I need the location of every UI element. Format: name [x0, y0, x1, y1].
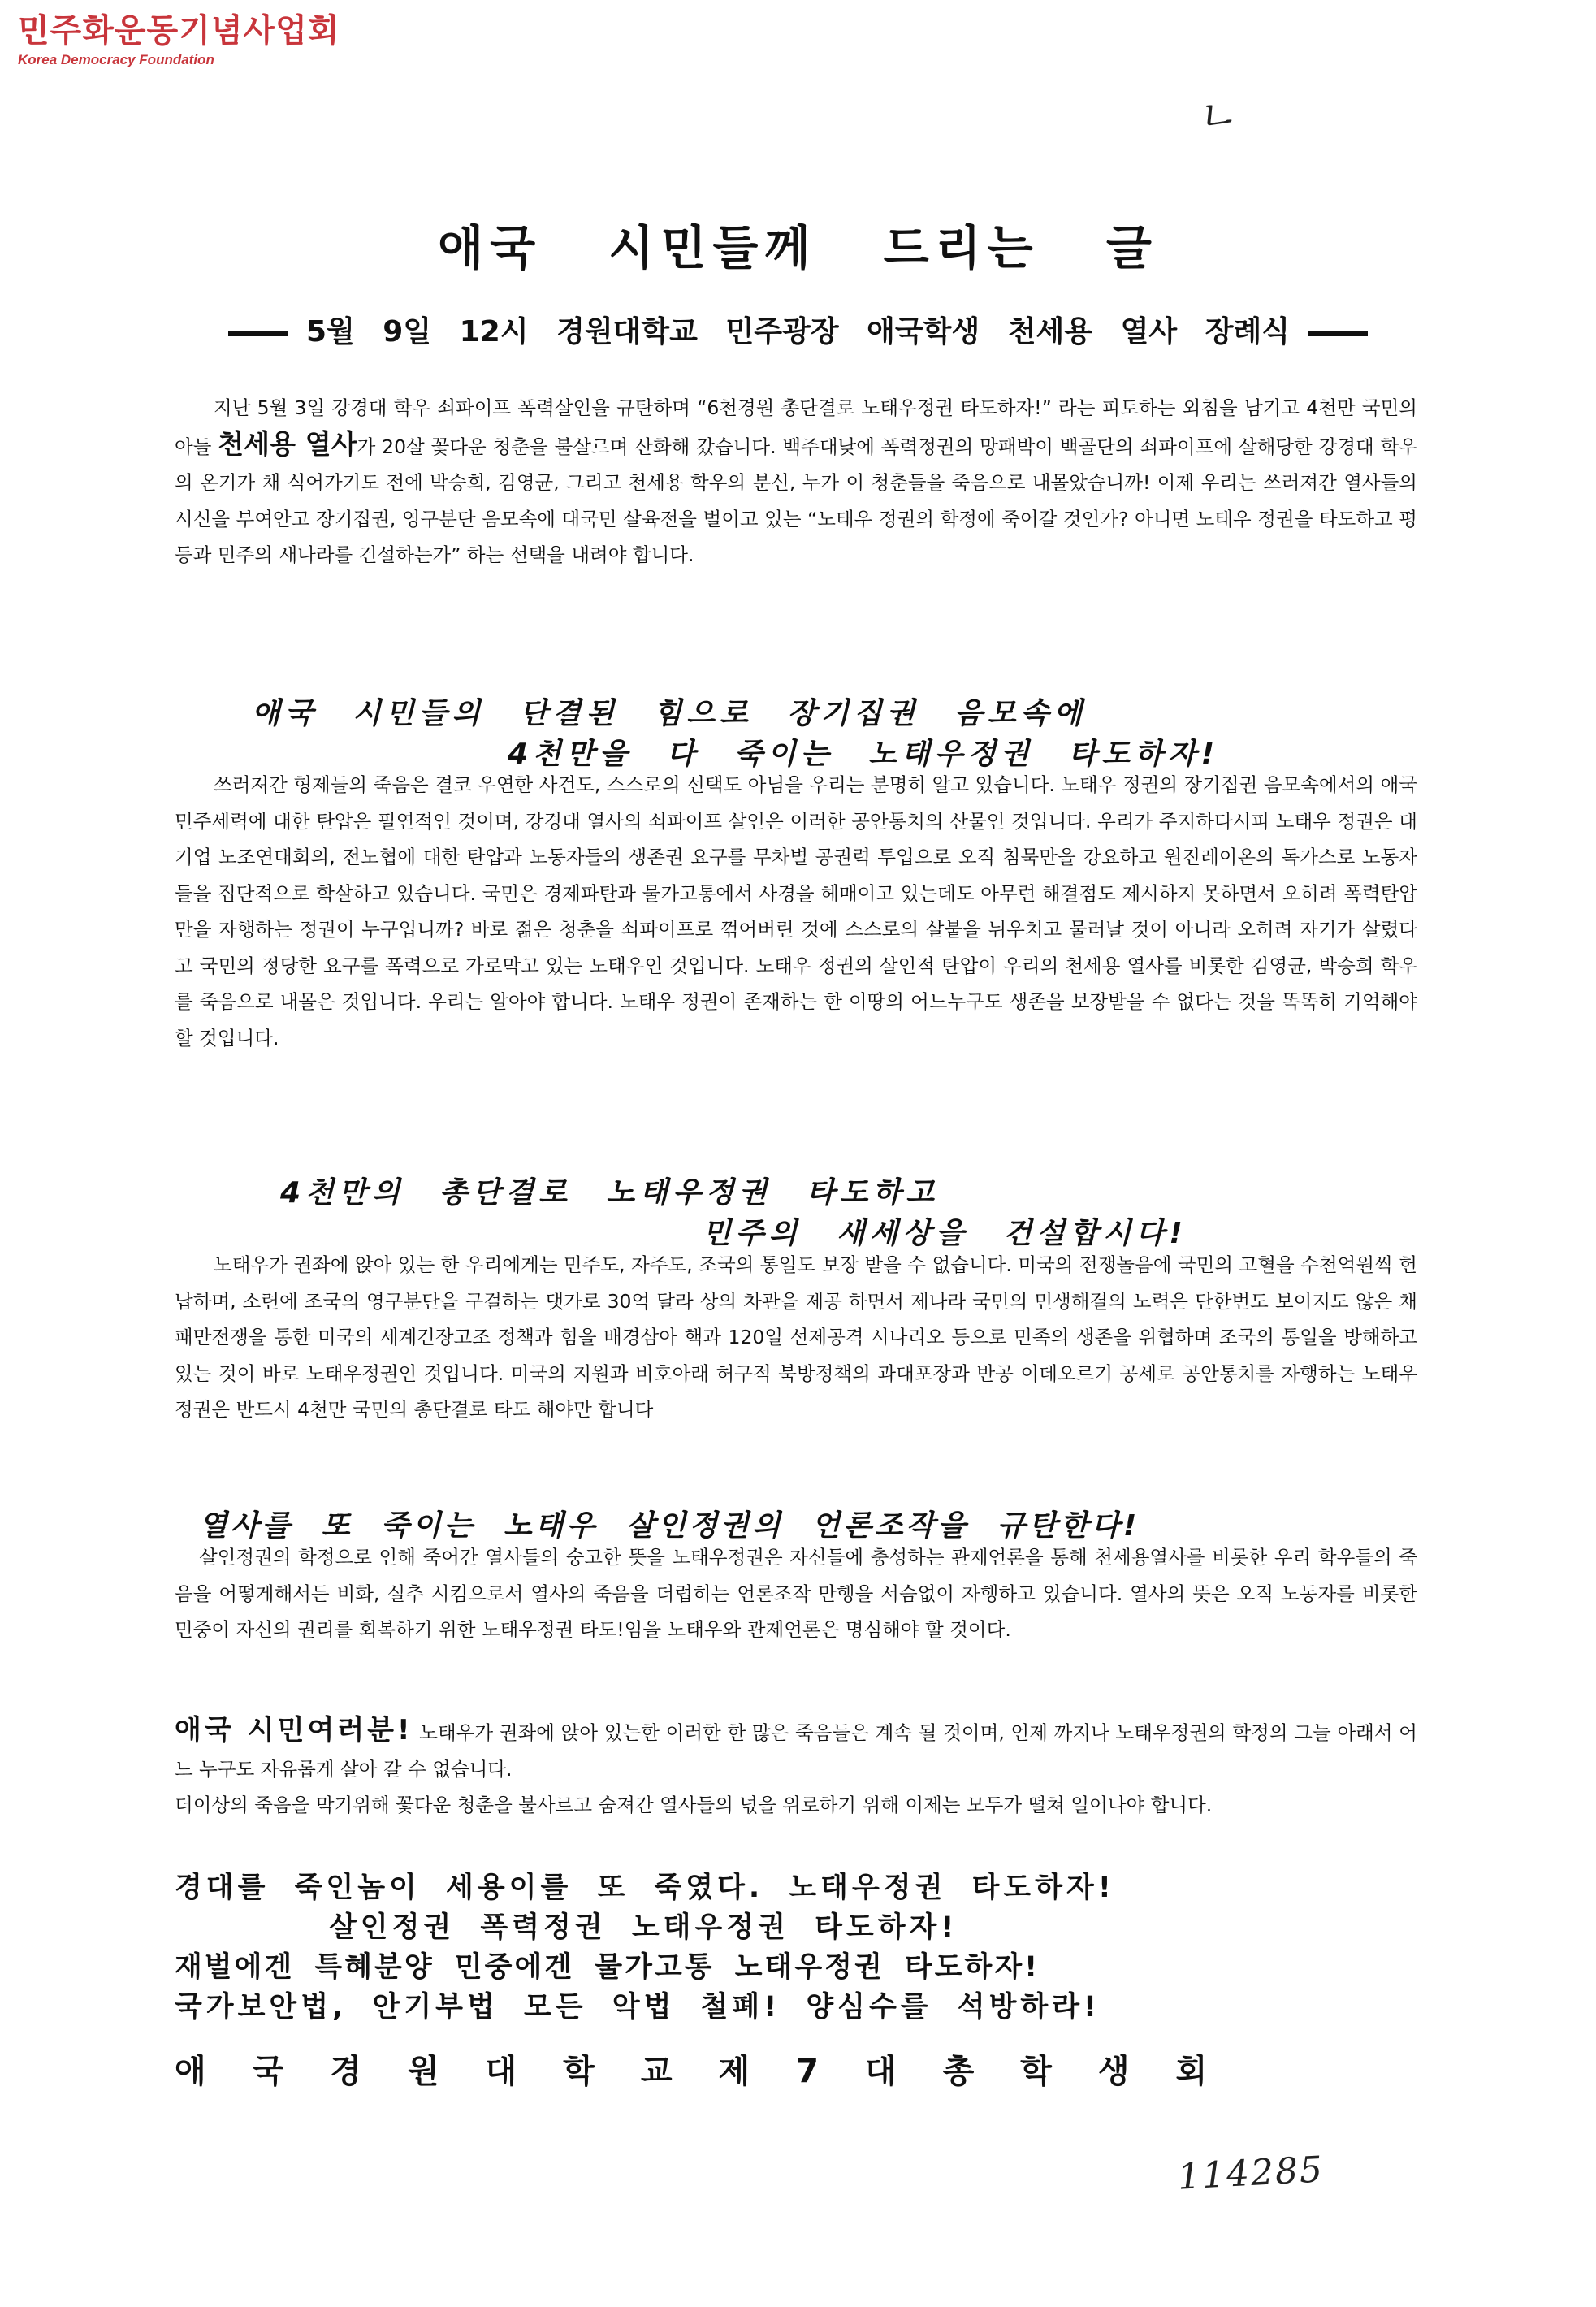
handwritten-archive-number: 114285 — [1176, 2149, 1326, 2198]
slogan-4: 국가보안법, 안기부법 모든 악법 철폐! 양심수를 석방하라! — [175, 1991, 1101, 2023]
closing-text1: 노태우가 권좌에 앉아 있는한 이러한 한 많은 죽음들은 계속 될 것이며, 언제 까지나 노태우정권의 학정의 그늘 아래서 어느 누구도 자유롭게 살아 갈 수 없습니다. — [175, 1721, 1417, 1781]
subtitle-dash-left — [228, 331, 288, 336]
section3-heading: 열사를 또 죽이는 노태우 살인정권의 언론조작을 규탄한다! — [199, 1509, 1140, 1543]
section3-body: 살인정권의 학정으로 인해 죽어간 열사들의 숭고한 뜻을 노태우정권은 자신들에 충성하는 관제언론을 통해 천세용열사를 비롯한 우리 학우들의 죽음을 어떻게해서든 비화, 실추 시킴으로서 열사의 죽음을 더럽히는 언론조작 만행을 서슴없이 자행하고 있습니다. 열사의 뜻은 오직 노동자를 비롯한 민중이 자신의 권리를 회복하기 위한 노태우정권 타도!임을 노태우와 관제언론은 명심해야 할 것이다. — [175, 1546, 1417, 1641]
section1-body: 쓰러져간 형제들의 죽음은 결코 우연한 사건도, 스스로의 선택도 아님을 우리는 분명히 알고 있습니다. 노태우 정권의 장기집권 음모속에서의 애국민주세력에 대한 탄압은 필연적인 것이며, 강경대 열사의 쇠파이프 살인은 이러한 공안통치의 산물인 것입니다. 우리가 주지하다시피 노태우 정권은 대기업 노조연대회의, 전노협에 대한 탄압과 노동자들의 생존권 요구를 무차별 공권력 투입으로 오직 침묵만을 강요하고 원진레이온의 독가스로 노동자들을 집단적으로 학살하고 있습니다. 국민은 경제파탄과 물가고통에서 사경을 헤매이고 있는데도 아무런 해결점도 제시하지 못하면서 오히려 폭력탄압만을 자행하는 정권이 누구입니까? 바로 젊은 청춘을 쇠파이프로 꺾어버린 것에 스스로의 살붙을 뉘우치고 물러날 것이 아니라 오히려 자기가 살렸다고 국민의 정당한 요구를 폭력으로 가로막고 있는 노태우인 것입니다. 노태우 정권의 살인적 탄압이 우리의 천세용 열사를 비롯한 김영균, 박승희 학우를 죽음으로 내몰은 것입니다. 우리는 알아야 합니다. 노태우 정권이 존재하는 한 이땅의 어느누구도 생존을 보장받을 수 없다는 것을 똑똑히 기억해야 할 것입니다. — [175, 773, 1417, 1050]
section1-heading-line2: 4천만을 다 죽이는 노태우정권 타도하자! — [508, 738, 1220, 771]
watermark-korean: 민주화운동기념사업회 — [18, 12, 340, 50]
foundation-watermark — [18, 11, 340, 68]
section2-heading-line2: 민주의 새세상을 건설합시다! — [703, 1217, 1187, 1250]
section1-heading-line1: 애국 시민들의 단결된 힘으로 장기집권 음모속에 — [252, 697, 1088, 730]
handwritten-mark-top: ㄴ — [1191, 87, 1240, 145]
closing-paragraph-2: 더이상의 죽음을 막기위해 꽃다운 청춘을 불사르고 숨져간 열사들의 넋을 위로하기 위해 이제는 모두가 떨쳐 일어나야 합니다. — [175, 1794, 1213, 1816]
intro-emphasis: 천세용 열사 — [218, 427, 357, 460]
slogan-3: 재벌에겐 특혜분양 민중에겐 물가고통 노태우정권 타도하자! — [175, 1951, 1040, 1984]
slogan-1: 경대를 죽인놈이 세용이를 또 죽였다. 노태우정권 타도하자! — [175, 1872, 1115, 1904]
subtitle-dash-right — [1308, 331, 1368, 336]
closing-emphasis: 애국 시민여러분! — [175, 1714, 413, 1746]
intro-text-after: 가 20살 꽃다운 청춘을 불살르며 산화해 갔습니다. 백주대낮에 폭력정권의 망패박이 백골단의 쇠파이프에 살해당한 강경대 학우의 온기가 채 식어가기도 전에 박승희, 김영균, 그리고 천세용 학우의 분신, 누가 이 청춘들을 죽음으로 내몰았습니까! 이제 우리는 쓰러져간 열사들의 시신을 부여안고 장기집권, 영구분단 음모속에 대국민 살육전을 벌이고 있는 “노태우 정권의 학정에 죽어갈 것인가? 아니면 노태우 정권을 타도하고 평등과 민주의 새나라를 건설하는가” 하는 선택을 내려야 합니다. — [175, 435, 1417, 566]
slogan-2: 살인정권 폭력정권 노태우정권 타도하자! — [329, 1911, 958, 1944]
section2-body: 노태우가 권좌에 앉아 있는 한 우리에게는 민주도, 자주도, 조국의 통일도 보장 받을 수 없습니다. 미국의 전쟁놀음에 국민의 고혈을 수천억원씩 헌납하며, 소련에 조국의 영구분단을 구걸하는 댓가로 30억 달라 상의 차관을 제공 하면서 제나라 국민의 민생해결의 노력은 단한번도 보이지도 않은 채 패만전쟁을 통한 미국의 세계긴장고조 정책과 힘을 배경삼아 핵과 120일 선제공격 시나리오 등으로 민족의 생존을 위협하며 조국의 통일을 방해하고 있는 것이 바로 노태우정권인 것입니다. 미국의 지원과 비호아래 허구적 북방정책의 과대포장과 반공 이데오르기 공세로 공안통치를 자행하는 노태우정권은 반드시 4천만 국민의 총단결로 타도 해야만 합니다 — [175, 1253, 1417, 1421]
intro-paragraph — [175, 390, 1417, 574]
closing-paragraph — [175, 1712, 1417, 1787]
signature: 애국경원대학교제7대총학생회 — [175, 2053, 1254, 2090]
section2-heading-line1: 4천만의 총단결로 노태우정권 타도하고 — [280, 1176, 940, 1210]
document-subtitle — [0, 309, 1596, 350]
document-title: 애국 시민들께 드리는 글 — [438, 220, 1158, 275]
intro-text-before: 지난 5월 3일 강경대 학우 쇠파이프 폭력살인을 규탄하며 “6천경원 총단결로 노태우정권 타도하자!” 라는 피토하는 외침을 남기고 4천만 국민의 아들 — [175, 396, 1417, 458]
subtitle-text: 5월 9일 12시 경원대학교 민주광장 애국학생 천세용 열사 장례식 — [305, 315, 1291, 348]
watermark-english: Korea Democracy Foundation — [18, 52, 214, 67]
